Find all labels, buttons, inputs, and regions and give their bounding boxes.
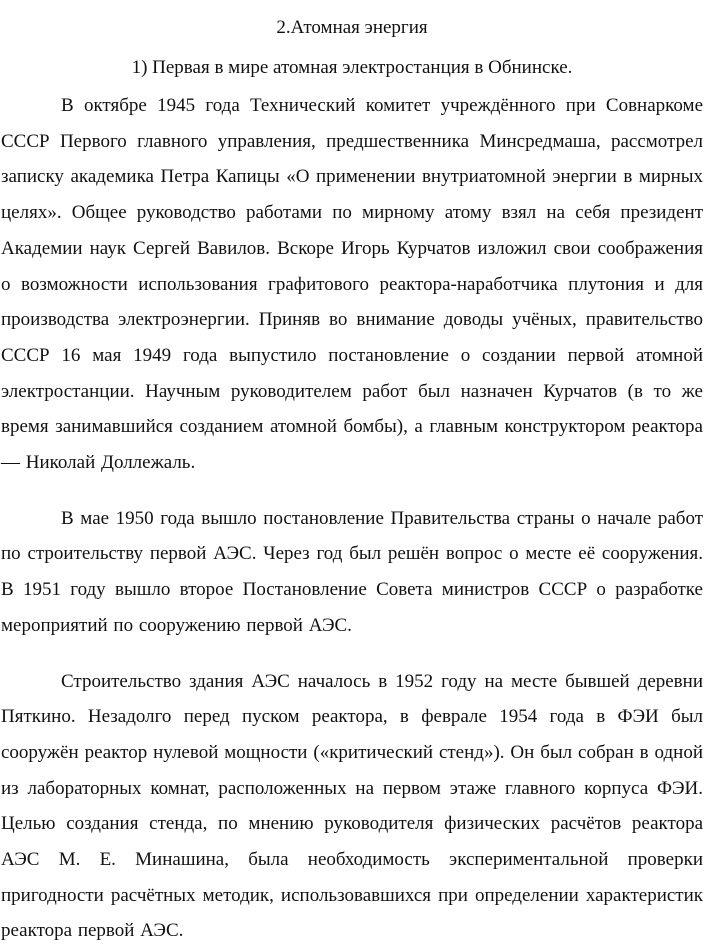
paragraph-3: Строительство здания АЭС началось в 1952 году на месте бывшей деревни Пяткино. Незадолго перед пуском реактора, в феврале 1954 года в ФЭИ был сооружён реактор нулевой мощности («критический стенд»). Он был собран в одной из лабораторных комнат, расположенных на первом этаже главного корпуса ФЭИ. Целью создания стенда, по мнению руководителя физических расчётов реактора АЭС М. Е. Минашина, была необходимость экспериментальной проверки пригодности расчётных методик, использовавшихся при определении характеристик реактора первой АЭС. [1,670,703,942]
section-heading: 2.Атомная энергия [276,17,428,38]
paragraph-1: В октябре 1945 года Технический комитет учреждённого при Совнаркоме СССР Первого главного управления, предшественника Минсредмаша, рассмотрел записку академика Петра Капицы «О применении внутриатомной энергии в мирных целях». Общее руководство работами по мирному атому взял на себя президент Академии наук Сергей Вавилов. Вскоре Игорь Курчатов изложил свои соображения о возможности использования графитового реактора-наработчика плутония и для производства электроэнергии. Приняв во внимание доводы учёных, правительство СССР 16 мая 1949 года выпустило постановление о создании первой атомной электростанции. Научным руководителем работ был назначен Курчатов (в то же время занимавшийся созданием атомной бомбы), а главным конструктором реактора — Николай Доллежаль. [1,95,703,474]
section-subheading: 1) Первая в мире атомная электростанция в Обнинске. [131,57,573,78]
paragraph-2: В мае 1950 года вышло постановление Правительства страны о начале работ по строительству первой АЭС. Через год был решён вопрос о месте её сооружения. В 1951 году вышло второе Постановление Совета министров СССР о разработке мероприятий по сооружению первой АЭС. [1,507,703,636]
